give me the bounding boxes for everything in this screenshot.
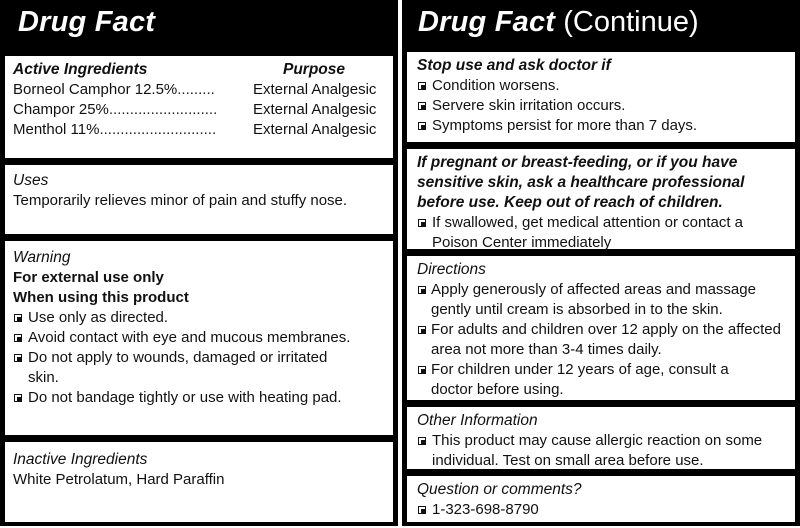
- ingredient-row: [13, 100, 385, 120]
- ingredient-name: [13, 120, 253, 140]
- inactive-ingredients-section: [5, 442, 393, 522]
- warning-bullet: Use only as directed.: [13, 308, 385, 328]
- warning-bullet: Avoid contact with eye and mucous membranes.: [13, 328, 385, 348]
- ingredient-name-text: Borneol Camphor 12.5%: [13, 81, 178, 98]
- active-heading-row: [13, 60, 385, 80]
- ingredient-dots: ............................: [99, 121, 217, 138]
- phone-number: [417, 500, 787, 520]
- directions-title: Directions: [417, 261, 486, 278]
- stop-bullet: Servere skin irritation occurs.: [417, 96, 787, 116]
- directions-bullet: For adults and children over 12 apply on the affected area not more than 3-4 times daily.: [417, 320, 787, 360]
- directions-bullet: For children under 12 years of age, consult a doctor before using.: [417, 360, 787, 400]
- active-ingredients-section: [5, 56, 393, 158]
- ingredient-dots: ..........................: [108, 101, 218, 118]
- left-frame: [0, 44, 398, 526]
- ingredient-dots: .........: [177, 81, 215, 98]
- ingredient-name: [13, 80, 253, 100]
- stop-bullet: Condition worsens.: [417, 76, 787, 96]
- ingredient-purpose: External Analgesic: [253, 81, 377, 98]
- when-using-line: When using this product: [13, 289, 189, 306]
- ingredient-name: [13, 100, 253, 120]
- left-column: [0, 0, 398, 488]
- other-info-bullet: This product may cause allergic reaction on some individual. Test on small area before use.: [417, 431, 787, 471]
- inactive-title: Inactive Ingredients: [13, 451, 148, 468]
- phone-number-text: 1-323-698-8790: [432, 501, 539, 518]
- ingredient-purpose: External Analgesic: [253, 101, 377, 118]
- warning-bullet: Do not apply to wounds, damaged or irritated skin.: [13, 348, 385, 388]
- right-column: [402, 0, 800, 518]
- swallow-bullet: If swallowed, get medical attention or contact a Poison Center immediately: [417, 213, 787, 253]
- right-header-suffix: (Continue): [555, 5, 699, 38]
- left-header-title: Drug Fact: [18, 5, 156, 38]
- ingredient-row: [13, 80, 385, 100]
- warning-section: [5, 241, 393, 435]
- right-frame: [402, 44, 800, 526]
- questions-title: Question or comments?: [417, 481, 582, 498]
- left-header: [0, 0, 398, 44]
- ingredient-row: [13, 120, 385, 140]
- stop-bullet: Symptoms persist for more than 7 days.: [417, 116, 787, 136]
- right-header: [402, 0, 800, 44]
- other-information-section: [407, 407, 795, 469]
- ingredient-purpose: External Analgesic: [253, 121, 377, 138]
- stop-use-section: [407, 52, 795, 142]
- ingredient-name-text: Menthol 11%: [13, 121, 100, 138]
- external-use-line: For external use only: [13, 269, 164, 286]
- stop-use-title: Stop use and ask doctor if: [417, 57, 611, 74]
- warning-bullet: Do not bandage tightly or use with heating pad.: [13, 388, 385, 408]
- right-header-title: Drug Fact: [418, 5, 556, 38]
- warning-title: Warning: [13, 249, 71, 266]
- inactive-text: White Petrolatum, Hard Paraffin: [13, 471, 225, 488]
- purpose-title: Purpose: [283, 61, 346, 78]
- directions-bullet: Apply generously of affected areas and massage gently until cream is absorbed in to the skin.: [417, 280, 787, 320]
- pregnancy-warning-text: If pregnant or breast-feeding, or if you have sensitive skin, ask a healthcare professional before use. Keep out of reach of children.: [417, 154, 745, 211]
- directions-section: [407, 256, 795, 400]
- ingredient-name-text: Champor 25%: [13, 101, 109, 118]
- pregnancy-warning-section: [407, 149, 795, 249]
- uses-section: [5, 165, 393, 234]
- active-ingredients-title: Active Ingredients: [13, 61, 148, 78]
- questions-section: [407, 476, 795, 522]
- uses-title: Uses: [13, 172, 49, 189]
- other-info-title: Other Information: [417, 412, 538, 429]
- uses-text: Temporarily relieves minor of pain and stuffy nose.: [13, 192, 348, 209]
